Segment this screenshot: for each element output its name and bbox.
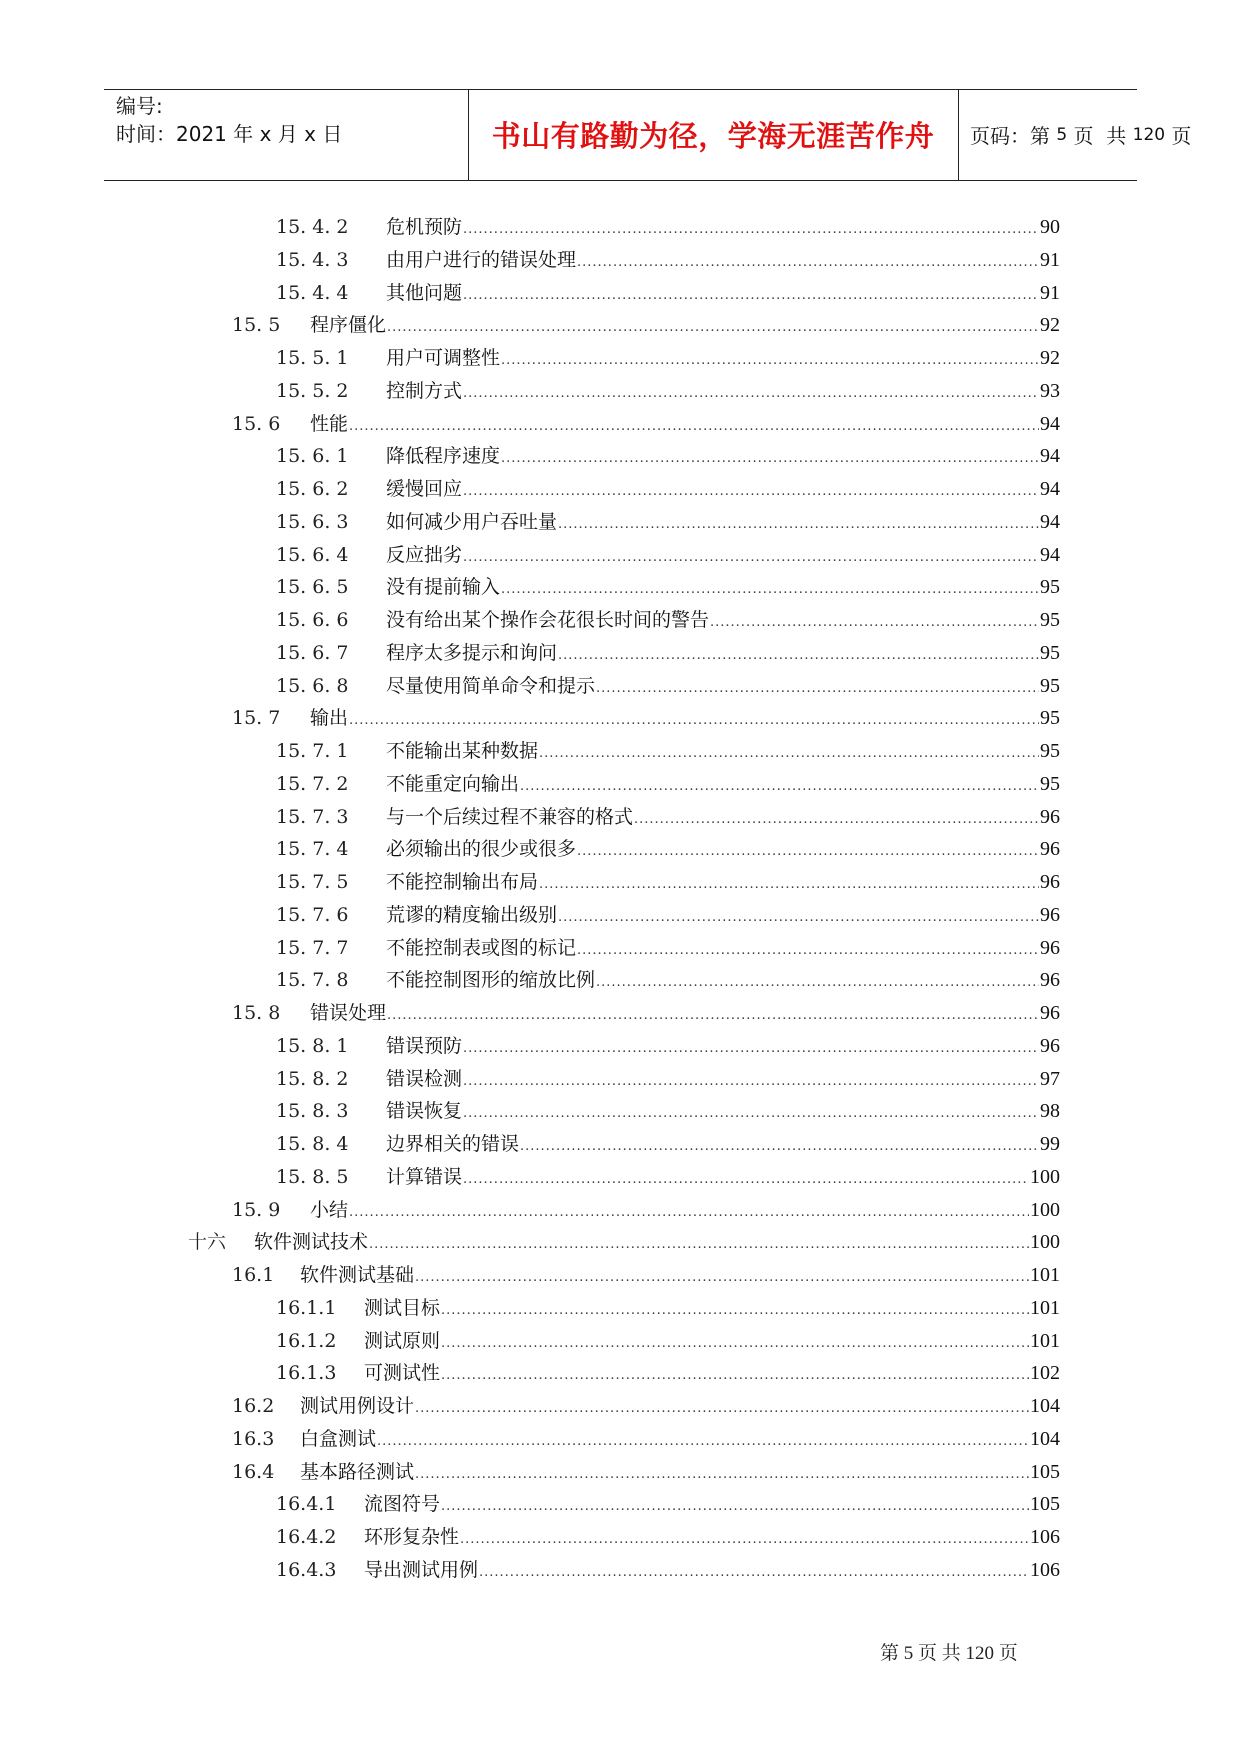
toc-entry[interactable]	[276, 474, 1060, 504]
toc-entry-leader	[463, 1099, 1039, 1129]
toc-entry-title: 小结	[310, 1198, 349, 1221]
toc-entry-leader	[349, 706, 1039, 736]
toc-entry-number: 15. 7. 1	[276, 740, 349, 762]
toc-entry-leader	[369, 1230, 1029, 1260]
header-page-middle: 页 共	[1067, 124, 1133, 148]
toc-entry-title: 不能控制图形的缩放比例	[386, 969, 596, 992]
toc-entry-number: 15. 7. 8	[276, 969, 349, 992]
toc-entry-leader	[520, 1132, 1039, 1162]
toc-entry-leader	[634, 805, 1039, 835]
toc-entry-leader	[501, 346, 1039, 376]
toc-entry-title: 控制方式	[386, 379, 463, 402]
toc-entry[interactable]	[276, 1489, 1060, 1519]
toc-entry-page: 95	[1040, 576, 1060, 599]
toc-entry-title: 可测试性	[364, 1362, 441, 1385]
toc-entry-number: 15. 7	[232, 707, 281, 730]
toc-entry-page: 95	[1040, 674, 1060, 697]
toc-entry-number: 16.1.3	[276, 1362, 337, 1385]
toc-entry-leader	[710, 608, 1039, 638]
toc-entry-leader	[501, 444, 1039, 474]
toc-entry-title: 边界相关的错误	[386, 1133, 520, 1155]
toc-entry[interactable]	[276, 540, 1060, 570]
toc-entry-number: 16.4.1	[276, 1493, 337, 1516]
toc-entry-leader	[463, 281, 1039, 311]
toc-entry-number: 16.1	[232, 1264, 275, 1286]
header-meta	[116, 92, 461, 148]
toc-entry-number: 十六	[188, 1231, 227, 1254]
toc-entry-page: 105	[1030, 1460, 1060, 1483]
header-page-info	[970, 90, 1192, 179]
toc-entry-page: 98	[1040, 1100, 1060, 1123]
toc-entry-leader	[539, 739, 1039, 769]
toc-entry-page: 93	[1040, 379, 1060, 402]
toc-entry-page: 104	[1030, 1427, 1060, 1450]
toc-entry-page: 106	[1030, 1526, 1060, 1548]
toc-entry-title: 不能控制表或图的标记	[386, 936, 577, 959]
toc-entry-leader	[387, 1001, 1039, 1031]
toc-entry-leader	[377, 1427, 1029, 1457]
toc-entry[interactable]	[276, 933, 1060, 963]
toc-entry-title: 降低程序速度	[386, 445, 501, 468]
toc-entry-page: 99	[1040, 1133, 1060, 1155]
toc-entry[interactable]	[276, 1096, 1060, 1126]
toc-entry-leader	[558, 903, 1039, 933]
toc-entry[interactable]	[276, 1129, 1060, 1159]
toc-entry-number: 15. 7. 5	[276, 871, 349, 893]
toc-entry[interactable]	[232, 409, 1060, 439]
toc-entry-title: 尽量使用简单命令和提示	[386, 674, 596, 697]
toc-entry-leader	[596, 674, 1039, 704]
toc-entry-page: 92	[1040, 314, 1060, 337]
toc-entry-title: 没有给出某个操作会花很长时间的警告	[386, 609, 710, 631]
toc-entry-number: 15. 7. 3	[276, 805, 349, 828]
toc-entry-leader	[539, 870, 1039, 900]
toc-entry-number: 15. 6	[232, 412, 281, 435]
toc-entry-page: 95	[1040, 740, 1060, 762]
toc-entry-number: 15. 6. 7	[276, 641, 349, 664]
toc-entry-page: 105	[1030, 1493, 1060, 1516]
header-page-suffix: 页	[1165, 124, 1192, 148]
toc-entry[interactable]	[276, 245, 1060, 275]
toc-entry-title: 由用户进行的错误处理	[386, 248, 577, 271]
toc-entry-page: 95	[1040, 609, 1060, 631]
toc-entry[interactable]	[276, 1031, 1060, 1061]
toc-entry-number: 15. 4. 4	[276, 281, 349, 304]
toc-entry[interactable]	[276, 441, 1060, 471]
toc-entry-title: 危机预防	[386, 216, 463, 238]
toc-entry[interactable]	[276, 736, 1060, 766]
toc-entry-page: 91	[1040, 281, 1060, 304]
toc-entry-number: 16.1.2	[276, 1329, 337, 1352]
toc-entry-leader	[441, 1361, 1029, 1391]
toc-entry-number: 16.4.3	[276, 1558, 337, 1581]
toc-entry-leader	[415, 1263, 1029, 1293]
toc-entry-number: 16.4.2	[276, 1526, 337, 1548]
toc-entry-number: 15. 6. 6	[276, 609, 349, 631]
header-id-label: 编号:	[116, 94, 163, 118]
toc-entry-number: 16.4	[232, 1460, 275, 1483]
toc-entry-title: 流图符号	[364, 1493, 441, 1516]
toc-entry-title: 环形复杂性	[364, 1526, 460, 1548]
toc-entry-number: 15. 6. 8	[276, 674, 349, 697]
toc-entry-number: 15. 4. 3	[276, 248, 349, 271]
toc-entry-leader	[463, 379, 1039, 409]
header-page-prefix: 页码：第	[970, 124, 1057, 148]
toc-entry-page: 94	[1040, 543, 1060, 566]
toc-entry-title: 必须输出的很少或很多	[386, 838, 577, 861]
toc-entry-leader	[415, 1394, 1029, 1424]
toc-entry-page: 96	[1040, 1002, 1060, 1024]
toc-entry-page: 96	[1040, 903, 1060, 926]
toc-entry-leader	[460, 1525, 1029, 1555]
toc-entry[interactable]	[232, 1424, 1060, 1454]
toc-entry-number: 15. 6. 5	[276, 576, 349, 599]
toc-entry-number: 15. 6. 3	[276, 510, 349, 533]
toc-entry-title: 输出	[310, 707, 349, 730]
toc-entry-number: 15. 8	[232, 1002, 281, 1024]
toc-entry-page: 96	[1040, 838, 1060, 861]
toc-entry[interactable]	[232, 1195, 1060, 1225]
toc-entry[interactable]	[232, 703, 1060, 733]
toc-entry[interactable]	[276, 638, 1060, 668]
toc-entry[interactable]	[276, 1293, 1060, 1323]
toc-entry-number: 15. 7. 2	[276, 772, 349, 795]
toc-entry-leader	[441, 1329, 1029, 1359]
toc-entry-leader	[463, 477, 1039, 507]
toc-entry[interactable]	[232, 1260, 1060, 1290]
toc-entry-leader	[463, 1034, 1039, 1064]
toc-entry[interactable]	[276, 605, 1060, 635]
toc-entry-title: 程序僵化	[310, 314, 387, 337]
toc-entry-leader	[596, 968, 1039, 998]
toc-entry[interactable]	[232, 310, 1060, 340]
toc-entry[interactable]	[276, 867, 1060, 897]
toc-entry-leader	[441, 1296, 1029, 1326]
toc-entry-title: 用户可调整性	[386, 347, 501, 369]
toc-entry[interactable]	[276, 965, 1060, 995]
toc-entry-title: 反应拙劣	[386, 543, 463, 566]
toc-entry-leader	[577, 936, 1039, 966]
toc-entry-title: 导出测试用例	[364, 1558, 479, 1581]
toc-entry-page: 96	[1040, 1034, 1060, 1057]
toc-entry-number: 15. 9	[232, 1198, 281, 1221]
toc-entry-number: 15. 4. 2	[276, 216, 349, 238]
toc-entry-number: 15. 6. 4	[276, 543, 349, 566]
toc-entry-leader	[558, 510, 1039, 540]
toc-entry-page: 97	[1040, 1067, 1060, 1090]
toc-entry-title: 测试原则	[364, 1329, 441, 1352]
toc-entry[interactable]	[276, 834, 1060, 864]
toc-entry-leader	[479, 1558, 1029, 1588]
toc-entry-leader	[463, 215, 1039, 245]
toc-entry[interactable]	[276, 376, 1060, 406]
toc-entry[interactable]	[276, 1358, 1060, 1388]
toc-entry[interactable]	[276, 278, 1060, 308]
toc-entry-title: 不能控制输出布局	[386, 871, 539, 893]
toc-entry-page: 96	[1040, 936, 1060, 959]
toc-entry-page: 106	[1030, 1558, 1060, 1581]
toc-entry[interactable]	[276, 1555, 1060, 1585]
toc-entry-number: 15. 7. 4	[276, 838, 349, 861]
toc-entry-title: 错误恢复	[386, 1100, 463, 1123]
toc-entry[interactable]	[232, 998, 1060, 1028]
toc-entry-leader	[558, 641, 1039, 671]
toc-entry-title: 缓慢回应	[386, 478, 463, 500]
toc-entry[interactable]	[276, 802, 1060, 832]
toc-entry-page: 92	[1040, 347, 1060, 369]
toc-entry[interactable]	[188, 1227, 1060, 1257]
toc-entry-page: 94	[1040, 478, 1060, 500]
toc-entry[interactable]	[276, 1162, 1060, 1192]
toc-entry-title: 如何减少用户吞吐量	[386, 510, 558, 533]
toc-entry[interactable]	[276, 671, 1060, 701]
toc-entry[interactable]	[232, 1457, 1060, 1487]
toc-entry-title: 测试目标	[364, 1296, 441, 1319]
toc-entry[interactable]	[276, 769, 1060, 799]
toc-entry-leader	[501, 575, 1039, 605]
toc-entry-title: 基本路径测试	[300, 1460, 415, 1483]
toc-entry-page: 94	[1040, 510, 1060, 533]
toc-entry-page: 101	[1030, 1264, 1060, 1286]
toc-entry-title: 性能	[310, 412, 349, 435]
toc-entry-title: 错误处理	[310, 1002, 387, 1024]
toc-entry-page: 90	[1040, 216, 1060, 238]
toc-entry-page: 91	[1040, 248, 1060, 271]
toc-entry-number: 15. 8. 3	[276, 1100, 349, 1123]
toc-entry-leader	[349, 1198, 1029, 1228]
page-footer: 第 5 页 共 120 页	[880, 1643, 1018, 1664]
toc-entry-number: 15. 8. 1	[276, 1034, 349, 1057]
toc-entry-leader	[520, 772, 1039, 802]
toc-entry-page: 104	[1030, 1395, 1060, 1417]
header-page-total: 120	[1132, 124, 1166, 145]
toc-entry-page: 101	[1030, 1329, 1060, 1352]
toc-entry-number: 15. 6. 2	[276, 478, 349, 500]
toc-entry-leader	[349, 412, 1039, 442]
toc-entry-title: 测试用例设计	[300, 1395, 415, 1417]
toc-entry-page: 96	[1040, 805, 1060, 828]
toc-entry[interactable]	[276, 572, 1060, 602]
toc-entry[interactable]	[232, 1391, 1060, 1421]
toc-entry-title: 没有提前输入	[386, 576, 501, 599]
header-page-current: 5	[1056, 124, 1068, 145]
toc-entry-number: 15. 6. 1	[276, 445, 349, 468]
toc-entry-page: 102	[1030, 1362, 1060, 1385]
toc-entry[interactable]	[276, 1064, 1060, 1094]
toc-entry-title: 与一个后续过程不兼容的格式	[386, 805, 634, 828]
toc-entry-leader	[463, 1067, 1039, 1097]
toc-entry-page: 96	[1040, 969, 1060, 992]
toc-entry[interactable]	[276, 343, 1060, 373]
toc-entry-title: 白盒测试	[300, 1427, 377, 1450]
toc-entry-title: 软件测试基础	[300, 1264, 415, 1286]
toc-entry-title: 计算错误	[386, 1165, 463, 1188]
toc-entry[interactable]	[276, 900, 1060, 930]
toc-entry-leader	[441, 1492, 1029, 1522]
toc-entry-page: 96	[1040, 871, 1060, 893]
toc-entry[interactable]	[276, 212, 1060, 242]
header-divider-right	[958, 90, 959, 180]
toc-entry-title: 程序太多提示和询问	[386, 641, 558, 664]
toc-entry-leader	[415, 1460, 1029, 1490]
header-motto: 书山有路勤为径，学海无涯苦作舟	[491, 119, 935, 153]
toc-entry-number: 16.3	[232, 1427, 275, 1450]
toc-entry-title: 软件测试技术	[254, 1231, 369, 1254]
toc-entry-number: 15. 5	[232, 314, 281, 337]
toc-entry-page: 94	[1040, 445, 1060, 468]
toc-entry-page: 100	[1030, 1231, 1060, 1254]
toc-entry-leader	[463, 1165, 1029, 1195]
toc-entry-title: 错误检测	[386, 1067, 463, 1090]
toc-entry-title: 错误预防	[386, 1034, 463, 1057]
toc-entry-page: 100	[1030, 1165, 1060, 1188]
toc-entry-title: 其他问题	[386, 281, 463, 304]
toc-entry-page: 95	[1040, 772, 1060, 795]
toc-entry-number: 15. 7. 7	[276, 936, 349, 959]
toc-entry-number: 15. 8. 5	[276, 1165, 349, 1188]
toc-entry-number: 15. 8. 4	[276, 1133, 349, 1155]
toc-entry[interactable]	[276, 1522, 1060, 1552]
toc-entry-leader	[463, 543, 1039, 573]
toc-entry-number: 16.1.1	[276, 1296, 337, 1319]
header-time-label: 时间：2021 年 x 月 x 日	[116, 122, 343, 146]
toc-entry-leader	[387, 313, 1039, 343]
toc-entry-page: 94	[1040, 412, 1060, 435]
toc-entry-number: 15. 5. 1	[276, 347, 349, 369]
toc-entry-page: 101	[1030, 1296, 1060, 1319]
toc-entry-number: 15. 5. 2	[276, 379, 349, 402]
toc-entry-number: 15. 8. 2	[276, 1067, 349, 1090]
page-header	[104, 89, 1192, 181]
toc-entry[interactable]	[276, 507, 1060, 537]
toc-entry-title: 不能输出某种数据	[386, 740, 539, 762]
toc-entry-page: 95	[1040, 641, 1060, 664]
toc-entry[interactable]	[276, 1326, 1060, 1356]
toc-entry-leader	[577, 837, 1039, 867]
toc-entry-page: 95	[1040, 707, 1060, 730]
toc-entry-leader	[577, 248, 1039, 278]
toc-entry-title: 荒谬的精度输出级别	[386, 903, 558, 926]
toc-entry-number: 16.2	[232, 1395, 275, 1417]
toc-entry-page: 100	[1030, 1198, 1060, 1221]
toc-entry-number: 15. 7. 6	[276, 903, 349, 926]
toc-entry-title: 不能重定向输出	[386, 772, 520, 795]
